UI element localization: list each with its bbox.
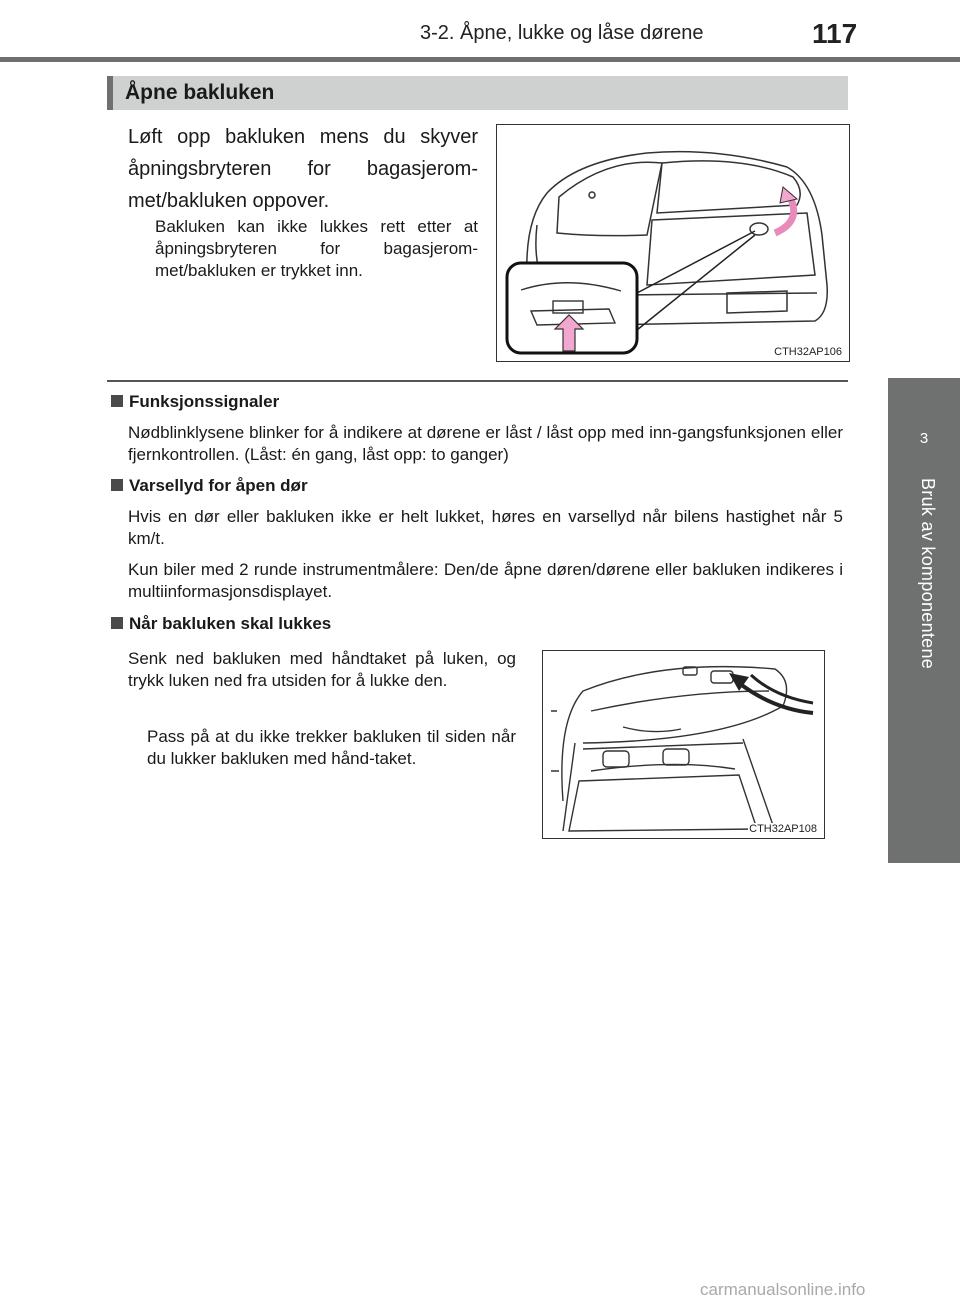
tailgate-illustration: [543, 651, 824, 838]
figure-code: CTH32AP106: [774, 346, 842, 358]
page-number: 117: [812, 18, 858, 49]
rear-car-illustration: [497, 125, 849, 361]
section-divider: [107, 380, 848, 382]
chapter-side-tab: [888, 378, 960, 863]
section-title: Åpne bakluken: [125, 81, 275, 104]
chapter-number: 3: [919, 430, 929, 447]
square-bullet-icon: [111, 617, 123, 629]
subsection-heading-text: Funksjonssignaler: [129, 392, 280, 411]
subsection-heading-text: Når bakluken skal lukkes: [129, 614, 332, 633]
paragraph: Kun biler med 2 runde instrumentmålere: Den/de åpne døren/dørene eller bakluken indikeres i multiinformasjonsdisplayet.: [128, 560, 843, 601]
paragraph: Hvis en dør eller bakluken ikke er helt lukket, høres en varsellyd når bilens hastighet når 5 km/t.: [128, 507, 843, 548]
section-note: Bakluken kan ikke lukkes rett etter at åpningsbryteren for bagasjerom-met/bakluken er trykket inn.: [155, 217, 478, 280]
running-header-title: 3-2. Åpne, lukke og låse dørene: [420, 22, 704, 44]
square-bullet-icon: [111, 479, 123, 491]
subsection-heading-text: Varsellyd for åpen dør: [129, 476, 308, 495]
figure-closing-tailgate: [542, 650, 825, 839]
section-heading-bar: [107, 76, 848, 110]
paragraph: Senk ned bakluken med håndtaket på luken, og trykk luken ned fra utsiden for å lukke den.: [128, 649, 516, 690]
figure-code: CTH32AP108: [749, 823, 817, 835]
paragraph: Pass på at du ikke trekker bakluken til siden når du lukker bakluken med hånd-taket.: [147, 727, 516, 768]
paragraph: Nødblinklysene blinker for å indikere at dørene er låst / låst opp med inn-gangsfunksjonen eller fjernkontrollen. (Låst: én gang, låst opp: to ganger): [128, 423, 843, 464]
section-heading-accent: [107, 76, 113, 110]
chapter-title: Bruk av komponentene: [918, 478, 938, 670]
subsection-heading: [111, 392, 279, 412]
watermark[interactable]: carmanualsonline.info: [700, 1280, 866, 1299]
section-instruction: Løft opp bakluken mens du skyver åpningsbryteren for bagasjerom-met/bakluken oppover.: [128, 126, 478, 212]
figure-rear-opening-switch: [496, 124, 850, 362]
square-bullet-icon: [111, 395, 123, 407]
subsection-heading: [111, 476, 308, 496]
subsection-heading: [111, 614, 331, 634]
header-rule: [0, 57, 960, 62]
